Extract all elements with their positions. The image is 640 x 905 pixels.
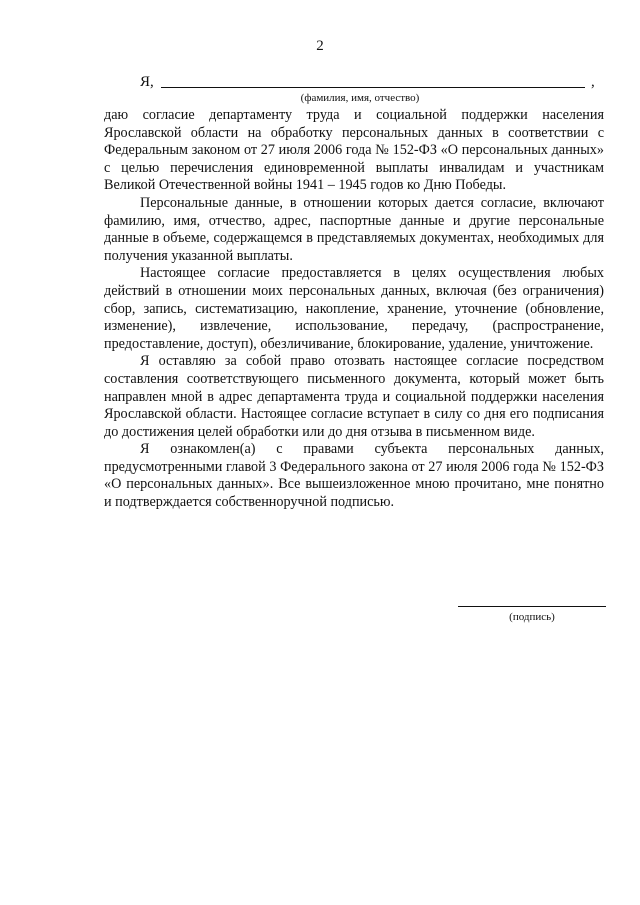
paragraph-acknowledgement: Я ознакомлен(а) с правами субъекта персональных данных, предусмотренными главой 3 Федерального закона от 27 июля 2006 года № 152-ФЗ «О персональных данных». Все вышеизложенное мною прочитано, мне понятно и подтверждается собственноручной подписью.	[104, 441, 604, 511]
page-number: 2	[316, 38, 324, 54]
paragraph-consent: даю согласие департаменту труда и социальной поддержки населения Ярославской области на обработку персональных данных в соответствии с Федеральным законом от 27 июля 2006 года № 152-ФЗ «О персональных данных» с целью перечисления единовременной выплаты инвалидам и участникам Великой Отечественной войны 1941 – 1945 годов ко Дню Победы.	[104, 107, 604, 194]
paragraph-data-scope: Персональные данные, в отношении которых дается согласие, включают фамилию, имя, отчество, адрес, паспортные данные и другие персональные данные в объеме, содержащемся в представляемых документах, необходимых для получения указанной выплаты.	[104, 194, 604, 264]
name-suffix: ,	[591, 74, 595, 90]
signature-caption: (подпись)	[509, 611, 555, 623]
signature-block	[458, 596, 606, 624]
name-caption: (фамилия, имя, отчество)	[300, 92, 420, 104]
name-field-row	[140, 73, 600, 93]
signature-line	[458, 596, 606, 607]
paragraph-withdrawal: Я оставляю за собой право отозвать настоящее согласие посредством составления соответствующего письменного документа, который может быть направлен мной в адрес департамента труда и социальной поддержки населения Ярославской области. Настоящее согласие вступает в силу со дня его подписания до достижения целей обработки или до дня отзыва в письменном виде.	[104, 353, 604, 440]
consent-body	[104, 107, 604, 512]
name-underline	[161, 87, 585, 88]
name-prefix: Я,	[140, 74, 154, 90]
paragraph-processing-actions: Настоящее согласие предоставляется в целях осуществления любых действий в отношении моих персональных данных, включая (без ограничения) сбор, запись, систематизацию, накопление, хранение, уточнение (обновление, изменение), извлечение, использование, передачу, (распространение, предоставление, доступ), обезличивание, блокирование, удаление, уничтожение.	[104, 265, 604, 352]
